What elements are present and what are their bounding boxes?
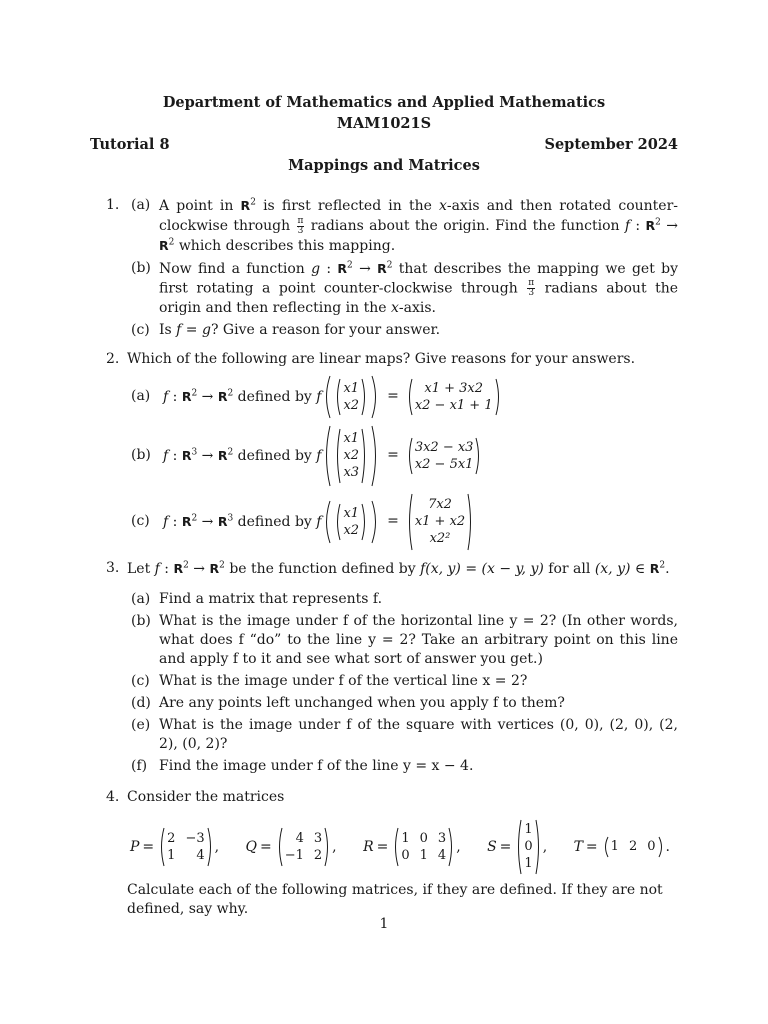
vector-entry: x2 <box>343 522 360 538</box>
input-vector <box>335 503 367 541</box>
vector-entry: x2 <box>343 448 360 463</box>
part-label: (f) <box>131 757 148 774</box>
question-2-text: Which of the following are linear maps? Give reasons for your answers. <box>127 350 636 367</box>
outer-paren-open <box>323 500 331 544</box>
text: for all <box>543 560 595 577</box>
text: defined by <box>237 388 312 405</box>
part-label: (a) <box>131 590 151 607</box>
matrix-name: R <box>363 838 374 855</box>
math-expr: f(x, y) = (x − y, y) <box>420 560 544 577</box>
page-number: 1 <box>379 916 389 932</box>
math-var: x <box>390 299 399 316</box>
vector-entry: x1 <box>343 380 360 396</box>
matrix-cell: 2 <box>628 839 638 854</box>
tutorial-row <box>90 134 678 155</box>
matrix-cell: 1 <box>167 847 176 863</box>
text: Find a matrix that represents f. <box>159 590 383 607</box>
text: Are any points left unchanged when you apply f to them? <box>159 694 565 711</box>
outer-paren-close <box>371 425 379 487</box>
text: radians about the origin. Find the function <box>305 218 625 234</box>
question-3 <box>90 559 678 776</box>
question-3c <box>127 672 678 691</box>
part-label: (b) <box>131 612 151 629</box>
question-2 <box>90 350 678 551</box>
matrix-cell: 1 <box>524 856 533 871</box>
text: What is the image under f of the square with vertices (0, 0), (2, 0), (2, 2), (0, 2)? <box>159 716 678 752</box>
text: Now find a function <box>159 261 312 277</box>
text: be the function defined by <box>224 560 421 577</box>
question-number: 2. <box>106 350 120 367</box>
part-label: (a) <box>131 388 151 404</box>
course-code: MAM1021S <box>336 115 432 132</box>
department-title: Department of Mathematics and Applied Mathematics <box>162 94 606 111</box>
text: ? Give a reason for your answer. <box>210 321 441 338</box>
question-number: 4. <box>106 788 120 805</box>
question-1 <box>90 196 678 340</box>
matrix-cell: 1 <box>524 822 533 837</box>
text: that describes the mapping we get by first rotating a point counter-clockwise through <box>159 261 678 297</box>
output-vector <box>407 493 473 551</box>
vector-entry: 3x2 − x3 <box>414 439 474 455</box>
matrix-cell: 0 <box>524 839 533 854</box>
matrix-cell: 0 <box>401 847 410 863</box>
part-label: (c) <box>131 321 150 338</box>
matrix-T: T = 1 2 0 . <box>573 838 670 855</box>
math-var: x <box>439 198 447 214</box>
outer-paren-open <box>323 375 331 419</box>
matrix-name: Q <box>245 838 257 855</box>
matrix-R: R = 1 0 3 0 1 4 , <box>363 827 461 867</box>
input-vector <box>335 428 367 484</box>
question-3d <box>127 694 678 713</box>
vector-entry: x2 − x1 + 1 <box>414 397 493 413</box>
outer-paren-close <box>371 500 379 544</box>
matrix-cell: 3 <box>437 830 447 846</box>
matrix-S: S = 1 0 1 , <box>487 819 547 875</box>
text: What is the image under f of the horizontal line y = 2? (In other words, what does f “do” to the line y = 2? Take an arbitrary point on this line and apply f to it and see what sort of answer you get.) <box>159 612 678 667</box>
matrix-P: P = 2 −3 1 4 , <box>130 827 219 867</box>
part-label: (d) <box>131 694 151 711</box>
vector-entry: x2 <box>343 397 360 413</box>
question-3b <box>127 612 678 669</box>
vector-entry: x1 + x2 <box>414 514 466 529</box>
output-vector <box>407 437 482 475</box>
matrix-cell: 2 <box>313 847 323 863</box>
vector-entry: x1 <box>343 505 360 521</box>
matrix-cell: 4 <box>437 847 447 863</box>
fraction-pi-over-3: $\frac{\pi}{3}$ <box>528 278 535 298</box>
text: Let <box>127 560 155 577</box>
text: Calculate each of the following matrices, if they are defined. If they are not defined, say why. <box>127 881 663 917</box>
outer-paren-open <box>323 425 331 487</box>
tutorial-date: September 2024 <box>544 136 678 153</box>
question-4 <box>90 788 678 807</box>
vector-entry: 7x2 <box>428 497 452 512</box>
tutorial-subtitle: Mappings and Matrices <box>288 157 480 174</box>
question-4-text: Consider the matrices <box>127 788 285 805</box>
matrix-cell: 0 <box>647 839 656 854</box>
part-label: (c) <box>131 513 150 529</box>
question-2c: (c) f : $R^2 \to R^3$ defined by f x1 x2 = 7x2 x1 + x2 x2² <box>127 493 678 551</box>
part-label: (b) <box>131 447 151 463</box>
question-2b: (b) f : $R^3 \to R^2$ defined by f x1 x2 x3 = 3x2 − x3 x2 − 5x1 <box>127 425 678 487</box>
text: Is <box>159 321 177 338</box>
matrix-name: S <box>487 838 497 855</box>
matrix-name: T <box>573 838 583 855</box>
part-label: (a) <box>131 197 151 213</box>
matrix-cell: −1 <box>284 847 304 863</box>
question-number: 3. <box>106 559 120 576</box>
text: which describes this mapping. <box>174 238 396 254</box>
matrix-cell: 2 <box>167 830 176 846</box>
question-4-instructions <box>90 881 678 919</box>
text: is first reflected in the <box>255 198 440 214</box>
question-number: 1. <box>106 197 120 213</box>
question-3e <box>127 716 678 754</box>
vector-entry: x1 <box>343 431 360 446</box>
vector-entry: x2² <box>429 531 451 546</box>
text: Find the image under f of the line y = x − 4. <box>159 757 474 774</box>
vector-entry: x3 <box>343 465 360 480</box>
text: What is the image under f of the vertical line x = 2? <box>159 672 528 689</box>
output-vector <box>407 378 501 416</box>
text: -axis and then rotated counter-clockwise through <box>159 198 678 234</box>
matrix-cell: 1 <box>419 847 428 863</box>
question-1c <box>127 321 678 340</box>
matrix-cell: 4 <box>295 830 304 846</box>
matrix-Q: Q = 4 3 −1 2 , <box>246 827 337 867</box>
input-vector <box>335 378 367 416</box>
question-1a: (a) A point in $R^2$ is first reflected in the x-axis and then rotated counter-clockwise through $\frac{\pi}{3}$ radians about the origin. Find the function f : $R^2 \to R^2$ which describes this mapping. <box>131 197 678 254</box>
matrix-cell: 1 <box>610 839 619 854</box>
text: -axis. <box>398 299 436 316</box>
part-label: (c) <box>131 672 150 689</box>
matrix-cell: 1 <box>401 830 410 846</box>
text: defined by <box>237 513 312 530</box>
part-label: (b) <box>131 260 151 276</box>
math-expr: f = g <box>176 321 211 338</box>
matrix-name: P <box>130 838 140 855</box>
tutorial-number: Tutorial 8 <box>90 136 170 153</box>
matrix-cell: 0 <box>419 830 428 846</box>
matrix-definitions <box>130 819 670 875</box>
text: A point in <box>159 198 241 214</box>
question-2a: (a) f : $R^2 \to R^2$ defined by f x1 x2 = x1 + 3x2 x2 − x1 + 1 <box>127 375 678 419</box>
vector-entry: x2 − 5x1 <box>414 456 474 472</box>
question-1b: (b) Now find a function g : $R^2 \to R^2$ that describes the mapping we get by first rotating a point counter-clockwise through $\frac{\pi}{3}$ radians about the origin and then reflecting in the x-axis. <box>131 260 678 316</box>
tutorial-page <box>90 92 678 919</box>
matrix-cell: −3 <box>185 830 205 846</box>
text: defined by <box>237 447 312 464</box>
matrix-cell: 3 <box>313 830 323 846</box>
question-3a <box>127 590 678 609</box>
text: radians about the origin and then reflecting in the <box>159 280 678 316</box>
matrix-cell: 4 <box>196 847 205 863</box>
part-label: (e) <box>131 716 151 733</box>
vector-entry: x1 + 3x2 <box>424 380 484 396</box>
outer-paren-close <box>371 375 379 419</box>
question-3-text: Let f : $R^2 \to R^2$ be the function defined by f(x, y) = (x − y, y) for all (x, y) ∈ $R^2$. <box>127 559 670 577</box>
question-3f <box>127 757 678 776</box>
fraction-pi-over-3: $\frac{\pi}{3}$ <box>297 215 304 236</box>
